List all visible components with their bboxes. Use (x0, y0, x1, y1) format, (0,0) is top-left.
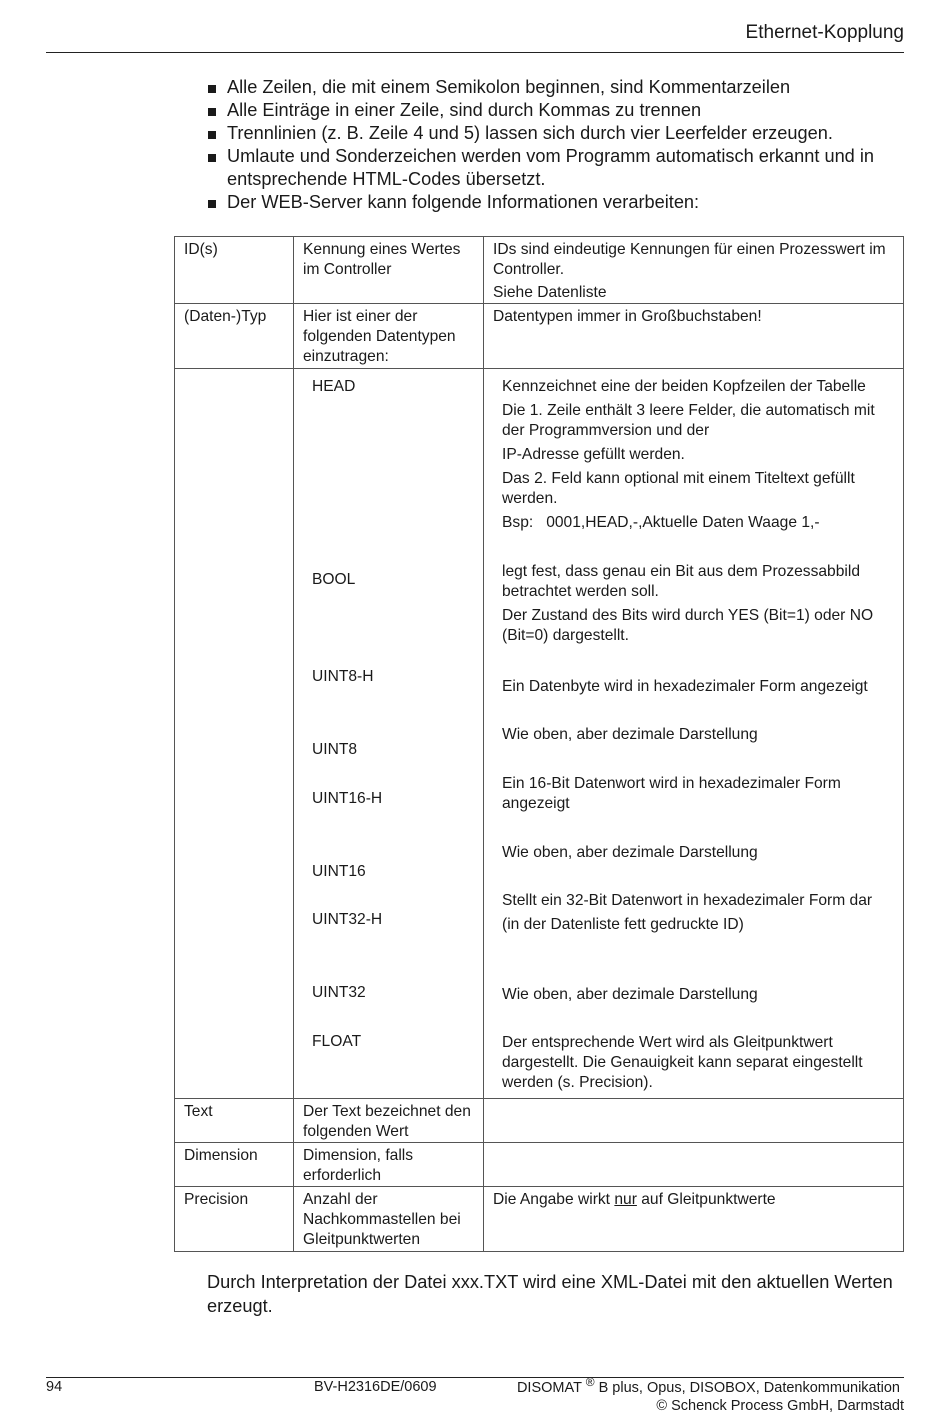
cell-empty (175, 369, 294, 1099)
datatype-uint8-h-notes (502, 677, 886, 701)
note-line: Der Zustand des Bits wird durch YES (Bit=1) oder NO (Bit=0) dargestellt. (502, 607, 874, 644)
note-emphasis: nur (614, 1191, 637, 1208)
page-number: 94 (46, 1379, 63, 1395)
registered-mark: ® (585, 1375, 595, 1389)
cell-description: Hier ist einer der folgenden Datentypen einzutragen: (294, 304, 484, 369)
note-text: Die Angabe wirkt (493, 1191, 615, 1208)
datatype-uint16-h-notes (502, 774, 886, 818)
note-line: Bsp: 0001,HEAD,-,Aktuelle Daten Waage 1,- (502, 514, 820, 531)
cell-name: Text (175, 1099, 294, 1143)
note-line: Der entsprechende Wert wird als Gleitpunktwert dargestellt. Die Genauigkeit kann separat eingestellt werden (s. Precision). (502, 1034, 863, 1091)
table-row-datatypes (175, 369, 904, 1099)
note-line: Wie oben, aber dezimale Darstellung (502, 986, 758, 1003)
cell-description: Dimension, falls erforderlich (294, 1143, 484, 1187)
datatype-uint32-h-notes (502, 891, 886, 939)
product-name: DISOMAT (516, 1380, 582, 1396)
cell-name: Dimension (175, 1143, 294, 1187)
header-rule (46, 52, 904, 53)
document-code: BV-H2316DE/0609 (314, 1379, 437, 1395)
note-line: Ein 16-Bit Datenwort wird in hexadezimaler Form angezeigt (502, 775, 841, 812)
note-text: auf Gleitpunktwerte (636, 1191, 776, 1208)
bullet-item: Alle Einträge in einer Zeile, sind durch Kommas zu trennen (206, 99, 906, 122)
cell-name: Precision (175, 1187, 294, 1252)
cell-notes (484, 1187, 904, 1252)
note-line: Die 1. Zeile enthält 3 leere Felder, die automatisch mit der Programmversion und der (502, 402, 875, 439)
note-line: IP-Adresse gefüllt werden. (502, 446, 685, 463)
datatype-uint16: UINT16 (312, 863, 366, 880)
note-line: Ein Datenbyte wird in hexadezimaler Form angezeigt (502, 678, 868, 695)
cell-name: (Daten-)Typ (175, 304, 294, 369)
cell-notes (484, 1143, 904, 1187)
cell-description: Kennung eines Wertes im Controller (294, 237, 484, 304)
cell-notes (484, 237, 904, 304)
datatype-uint8: UINT8 (312, 741, 358, 758)
note-line: Siehe Datenliste (493, 284, 607, 301)
bullet-item: Umlaute und Sonderzeichen werden vom Programm automatisch erkannt und in entsprechende HTML-Codes übersetzt. (206, 145, 906, 191)
datatype-bool-notes (502, 562, 886, 650)
bullet-item: Der WEB-Server kann folgende Informationen verarbeiten: (206, 191, 906, 214)
datatype-uint32: UINT32 (312, 984, 366, 1001)
table-row-text (175, 1099, 904, 1143)
header-title: Ethernet-Kopplung (745, 22, 904, 43)
table-row-precision (175, 1187, 904, 1252)
product-rest: B plus, Opus, DISOBOX, Datenkommunikation (594, 1380, 900, 1396)
datatype-uint16-h: UINT16-H (312, 790, 383, 807)
datatype-head: HEAD (312, 378, 356, 395)
note-line: Wie oben, aber dezimale Darstellung (502, 726, 758, 743)
note-line: (in der Datenliste fett gedruckte ID) (502, 916, 744, 933)
datatype-uint8-h: UINT8-H (312, 668, 374, 685)
datatype-uint16-notes (502, 843, 886, 867)
table-row-ids (175, 237, 904, 304)
note-line: legt fest, dass genau ein Bit aus dem Prozessabbild betrachtet werden soll. (502, 563, 861, 600)
info-table (174, 236, 904, 1252)
product-line (517, 1375, 900, 1396)
datatype-names (294, 369, 484, 1099)
datatype-uint32-notes (502, 985, 886, 1009)
cell-notes (484, 1099, 904, 1143)
bullet-list (206, 76, 906, 214)
note-line: Wie oben, aber dezimale Darstellung (502, 844, 758, 861)
note-line: Stellt ein 32-Bit Datenwort in hexadezimaler Form dar (502, 892, 873, 909)
datatype-uint8-notes (502, 725, 886, 749)
copyright: © Schenck Process GmbH, Darmstadt (656, 1398, 904, 1414)
table-row-dimension (175, 1143, 904, 1187)
note-line: Das 2. Feld kann optional mit einem Titeltext gefüllt werden. (502, 470, 855, 507)
datatype-float-notes (502, 1033, 886, 1097)
datatype-head-notes (502, 377, 886, 537)
datatype-notes (484, 369, 904, 1099)
datatype-float: FLOAT (312, 1033, 362, 1050)
note-line: Kennzeichnet eine der beiden Kopfzeilen der Tabelle (502, 378, 866, 395)
bullet-item: Alle Zeilen, die mit einem Semikolon beginnen, sind Kommentarzeilen (206, 76, 906, 99)
cell-description: Der Text bezeichnet den folgenden Wert (294, 1099, 484, 1143)
closing-paragraph: Durch Interpretation der Datei xxx.TXT wird eine XML-Datei mit den aktuellen Werten erzeugt. (207, 1272, 893, 1316)
note-line: IDs sind eindeutige Kennungen für einen Prozesswert im Controller. (493, 241, 886, 278)
cell-name: ID(s) (175, 237, 294, 304)
table-row-type (175, 304, 904, 369)
datatype-uint32-h: UINT32-H (312, 911, 383, 928)
cell-description: Anzahl der Nachkommastellen bei Gleitpunktwerten (294, 1187, 484, 1252)
cell-notes: Datentypen immer in Großbuchstaben! (484, 304, 904, 369)
datatype-bool: BOOL (312, 571, 356, 588)
bullet-item: Trennlinien (z. B. Zeile 4 und 5) lassen sich durch vier Leerfelder erzeugen. (206, 122, 906, 145)
